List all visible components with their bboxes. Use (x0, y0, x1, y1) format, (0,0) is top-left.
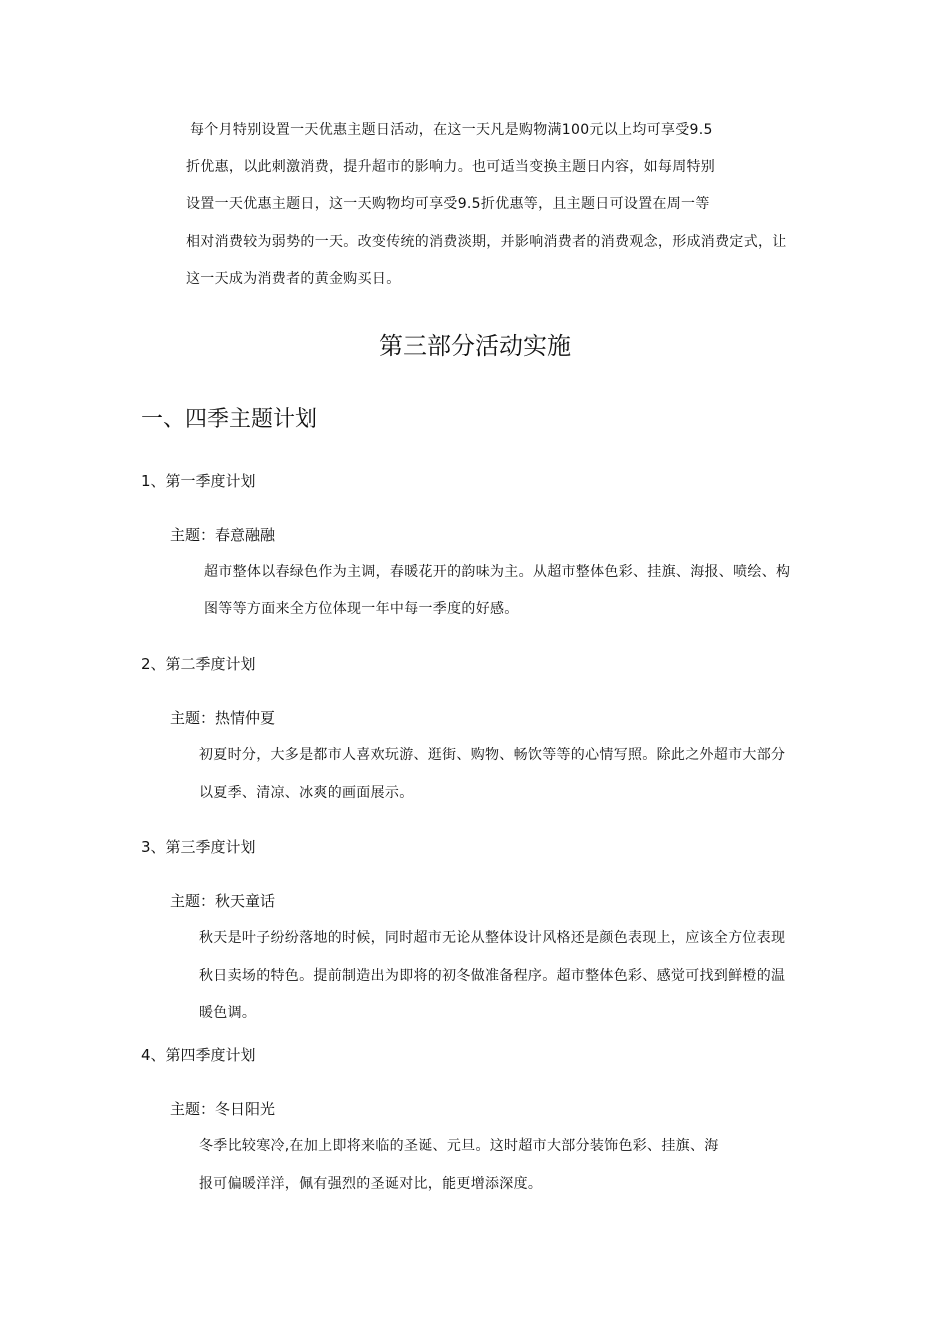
quarter-text-line: 报可偏暖洋洋，佩有强烈的圣诞对比，能更增添深度。 (199, 1176, 543, 1192)
intro-line: 相对消费较为弱势的一天。改变传统的消费淡期，并影响消费者的消费观念，形成消费定式，让 (186, 234, 787, 250)
quarter-text-line: 冬季比较寒冷,在加上即将来临的圣诞、元旦。这时超市大部分装饰色彩、挂旗、海 (199, 1138, 719, 1154)
quarter-heading: 3、第三季度计划 (141, 838, 256, 856)
quarter-text-line: 秋天是叶子纷纷落地的时候，同时超市无论从整体设计风格还是颜色表现上，应该全方位表现 (199, 930, 786, 946)
quarter-theme: 主题：热情仲夏 (170, 709, 276, 727)
quarter-text-line: 暖色调。 (199, 1005, 257, 1021)
quarter-text-line: 超市整体以春绿色作为主调，春暖花开的韵味为主。从超市整体色彩、挂旗、海报、喷绘、构 (204, 564, 791, 580)
quarter-theme: 主题：秋天童话 (170, 892, 276, 910)
intro-line: 设置一天优惠主题日，这一天购物均可享受9.5折优惠等，且主题日可设置在周一等 (186, 196, 710, 212)
quarter-text-line: 图等等方面来全方位体现一年中每一季度的好感。 (204, 601, 519, 617)
quarter-theme: 主题：春意融融 (170, 526, 276, 544)
intro-line: 折优惠，以此刺激消费，提升超市的影响力。也可适当变换主题日内容，如每周特别 (186, 159, 716, 175)
quarter-heading: 1、第一季度计划 (141, 472, 256, 490)
section-title: 一、四季主题计划 (141, 407, 318, 432)
part-title: 第三部分活动实施 (379, 332, 571, 360)
quarter-text-line: 秋日卖场的特色。提前制造出为即将的初冬做准备程序。超市整体色彩、感觉可找到鲜橙的温 (199, 968, 786, 984)
quarter-text-line: 初夏时分，大多是都市人喜欢玩游、逛街、购物、畅饮等等的心情写照。除此之外超市大部分 (199, 747, 786, 763)
intro-line: 这一天成为消费者的黄金购买日。 (186, 271, 401, 287)
intro-line: 每个月特别设置一天优惠主题日活动，在这一天凡是购物满100元以上均可享受9.5 (190, 122, 713, 138)
quarter-text-line: 以夏季、清凉、冰爽的画面展示。 (199, 785, 414, 801)
quarter-heading: 2、第二季度计划 (141, 655, 256, 673)
quarter-theme: 主题：冬日阳光 (170, 1100, 276, 1118)
quarter-heading: 4、第四季度计划 (141, 1046, 256, 1064)
